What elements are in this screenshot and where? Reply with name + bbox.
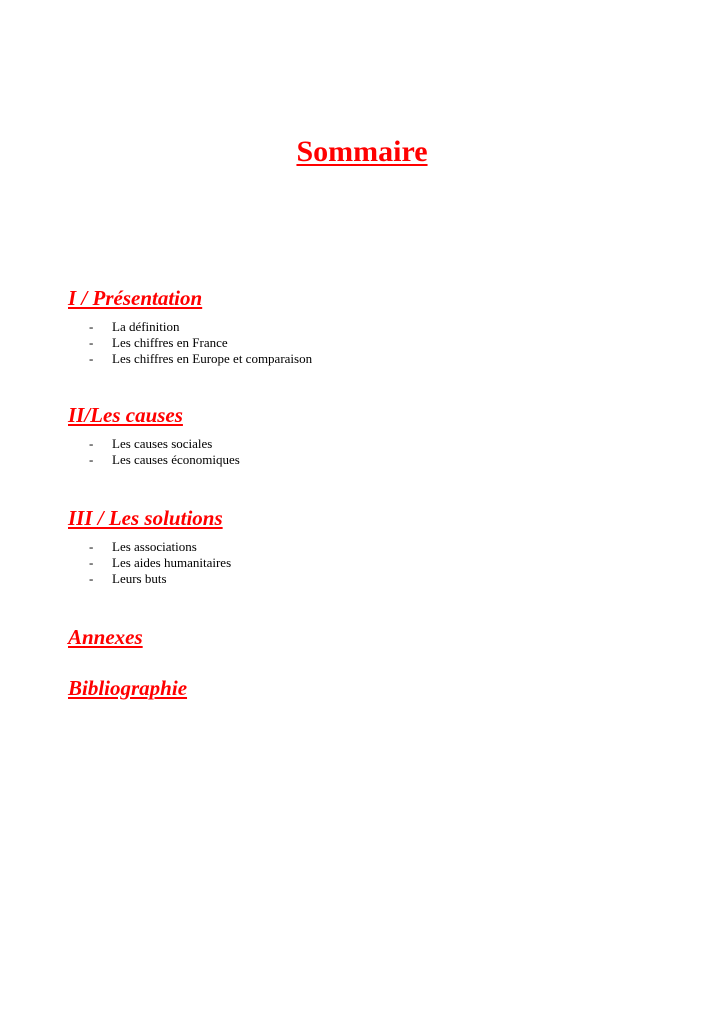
section-heading: Bibliographie [68, 676, 188, 700]
list-item-text: Les causes sociales [112, 436, 213, 451]
section-bibliographie [68, 675, 187, 701]
list-item [68, 452, 240, 468]
list-item [68, 319, 312, 335]
bullet-dash: - [89, 319, 94, 334]
list-item [68, 436, 240, 452]
list-item-text: Les aides humanitaires [112, 555, 232, 570]
list-item [68, 335, 312, 351]
section-presentation [68, 285, 312, 367]
bullet-dash: - [89, 335, 94, 350]
bullet-dash: - [89, 436, 94, 451]
bullet-dash: - [89, 452, 94, 467]
section-causes [68, 402, 240, 468]
section-heading: III / Les solutions [68, 506, 223, 530]
list-item-text: La définition [112, 319, 180, 334]
section-annexes [68, 624, 143, 650]
section-heading: Annexes [68, 625, 143, 649]
bullet-dash: - [89, 555, 94, 570]
list-item-text: Leurs buts [112, 571, 167, 586]
list-item-text: Les causes économiques [112, 452, 240, 467]
list-item [68, 351, 312, 367]
bullet-dash: - [89, 351, 94, 366]
section-heading: I / Présentation [68, 286, 203, 310]
bullet-dash: - [89, 571, 94, 586]
page-title [0, 133, 724, 171]
list-item-text: Les chiffres en Europe et comparaison [112, 351, 313, 366]
section-item-list [68, 319, 312, 367]
list-item-text: Les chiffres en France [112, 335, 228, 350]
section-solutions [68, 505, 231, 587]
list-item [68, 571, 231, 587]
section-item-list [68, 436, 240, 468]
list-item-text: Les associations [112, 539, 197, 554]
page-title-text: Sommaire [296, 135, 428, 168]
bullet-dash: - [89, 539, 94, 554]
list-item [68, 555, 231, 571]
section-heading: II/Les causes [68, 403, 183, 427]
section-item-list [68, 539, 231, 587]
list-item [68, 539, 231, 555]
